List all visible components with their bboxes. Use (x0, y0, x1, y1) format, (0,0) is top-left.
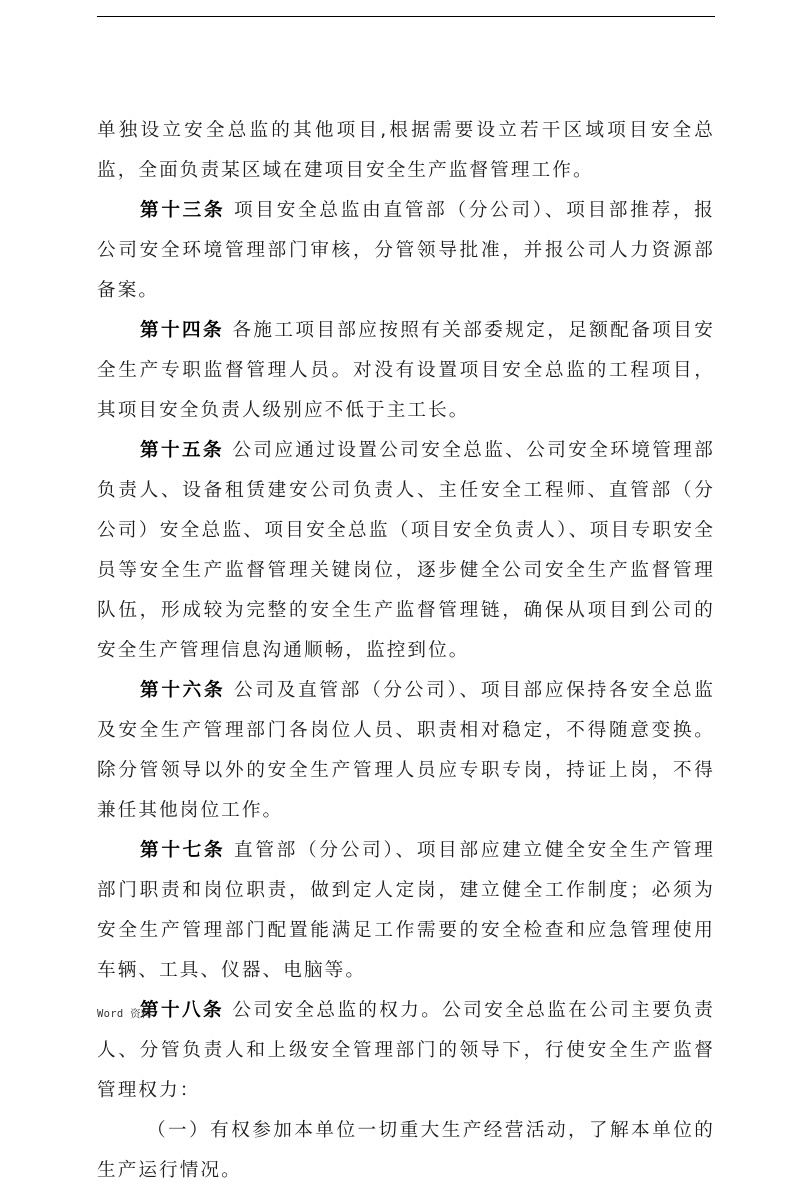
list-item-1 (97, 1111, 715, 1191)
article-text: 项目安全总监由直管部（分公司）、项目部推荐，报公司安全环境管理部门审核，分管领导批准，并报公司人力资源部备案。 (97, 200, 715, 301)
article-18 (97, 991, 715, 1111)
document-body (97, 111, 715, 1191)
header-rule (97, 16, 715, 17)
article-13 (97, 191, 715, 311)
article-14 (97, 311, 715, 431)
article-17 (97, 831, 715, 991)
article-number: 第十三条 (140, 200, 226, 221)
article-text: 公司及直管部（分公司）、项目部应保持各安全总监及安全生产管理部门各岗位人员、职责相对稳定，不得随意变换。除分管领导以外的安全生产管理人员应专职专岗，持证上岗，不得兼任其他岗位工作。 (97, 680, 715, 821)
list-item-text: （一）有权参加本单位一切重大生产经营活动，了解本单位的生产运行情况。 (97, 1120, 715, 1181)
article-number: 第十五条 (140, 440, 224, 461)
article-number: 第十七条 (140, 840, 226, 861)
article-15 (97, 431, 715, 671)
article-text: 直管部（分公司）、项目部应建立健全安全生产管理部门职责和岗位职责，做到定人定岗，建立健全工作制度；必须为安全生产管理部门配置能满足工作需要的安全检查和应急管理使用车辆、工具、仪器、电脑等。 (97, 840, 715, 981)
paragraph-continuation (97, 111, 715, 191)
paragraph-text: 单独设立安全总监的其他项目,根据需要设立若干区域项目安全总监，全面负责某区域在建项目安全生产监督管理工作。 (97, 120, 715, 181)
article-number: 第十四条 (140, 320, 224, 341)
article-number: 第十六条 (140, 680, 226, 701)
article-text: 公司应通过设置公司安全总监、公司安全环境管理部负责人、设备租赁建安公司负责人、主任安全工程师、直管部（分公司）安全总监、项目安全总监（项目安全负责人）、项目专职安全员等安全生产监督管理关键岗位，逐步健全公司安全生产监督管理队伍，形成较为完整的安全生产监督管理链，确保从项目到公司的安全生产管理信息沟通顺畅，监控到位。 (97, 440, 715, 661)
article-number: 第十八条 (140, 1000, 224, 1021)
article-text: 各施工项目部应按照有关部委规定，足额配备项目安全生产专职监督管理人员。对没有设置项目安全总监的工程项目，其项目安全负责人级别应不低于主工长。 (97, 320, 715, 421)
article-16 (97, 671, 715, 831)
footer-label: Word 资料 (97, 1008, 152, 1020)
article-text: 公司安全总监的权力。公司安全总监在公司主要负责人、分管负责人和上级安全管理部门的领导下，行使安全生产监督管理权力： (97, 1000, 715, 1101)
